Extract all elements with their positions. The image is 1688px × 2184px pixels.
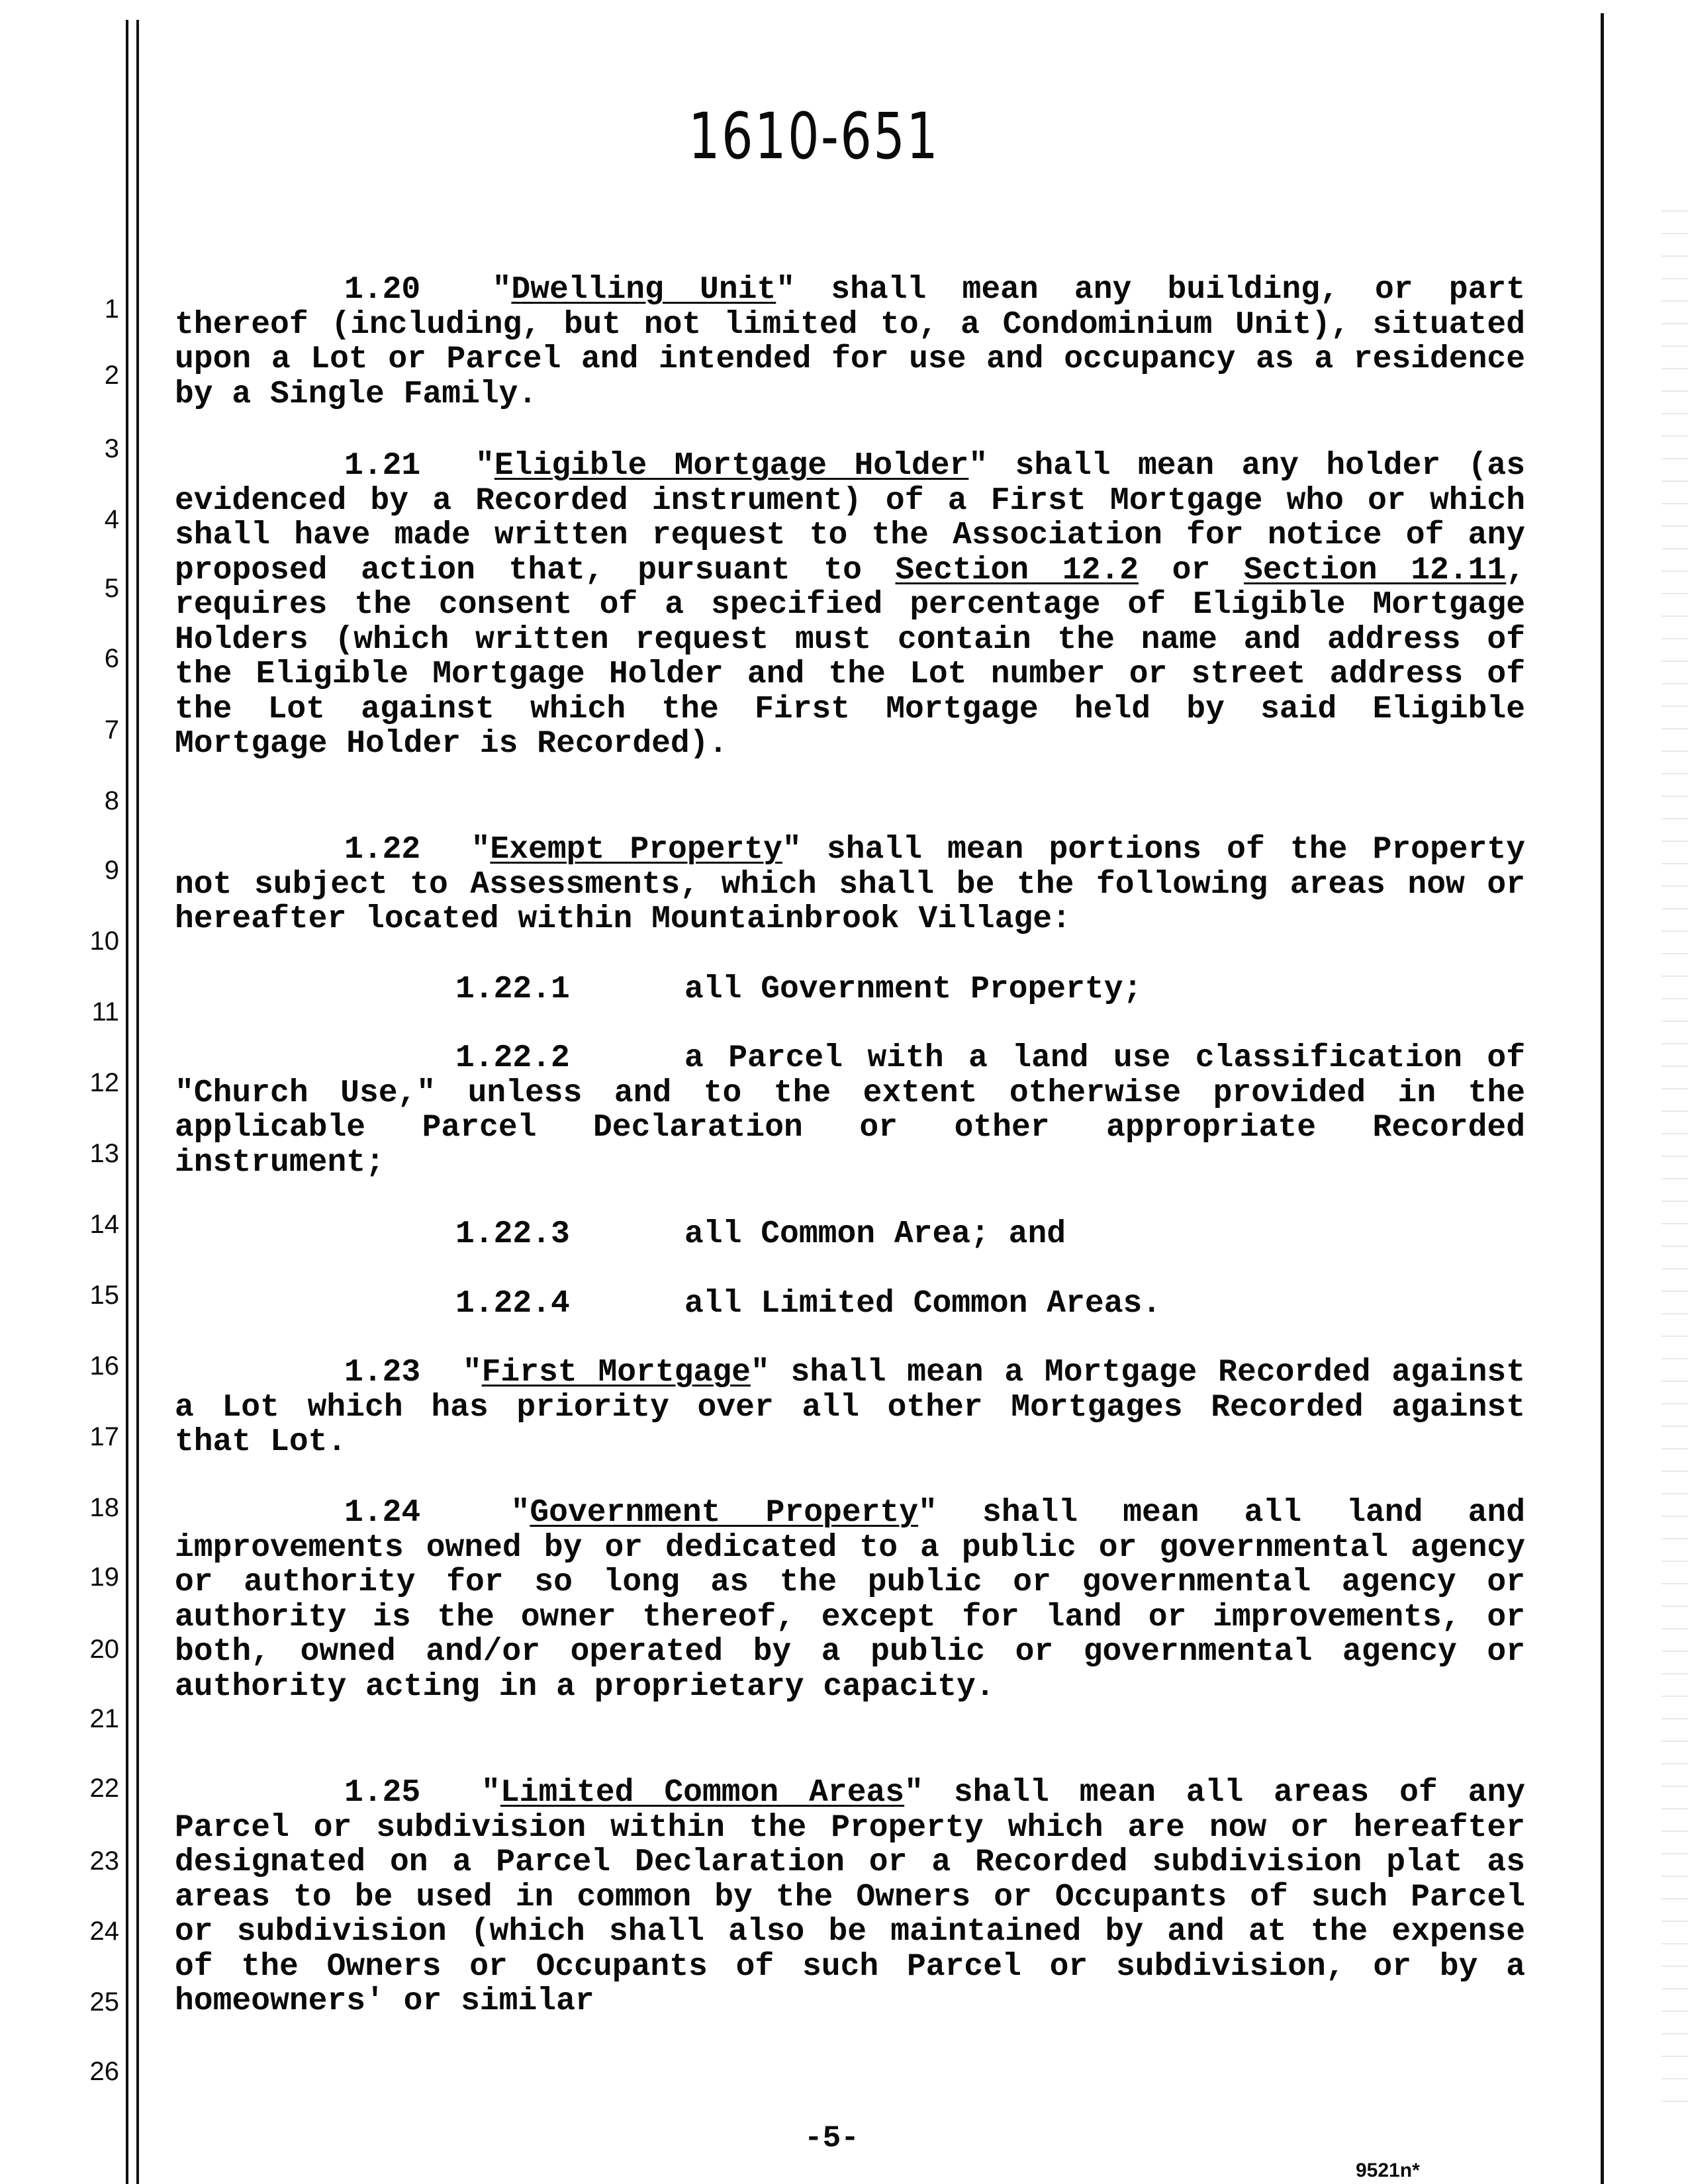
line-number: 4: [104, 505, 119, 534]
section-number: 1.22: [344, 832, 421, 868]
subsection-number: 1.22.4: [455, 1286, 570, 1322]
document-id: 9521n*: [1356, 2160, 1420, 2181]
defined-term: Eligible Mortgage Holder: [494, 448, 969, 484]
subsection-text: all Limited Common Areas.: [684, 1286, 1162, 1322]
line-number: 24: [89, 1917, 119, 1946]
line-number: 8: [104, 786, 119, 815]
line-number: 20: [89, 1635, 119, 1664]
page-number: -5-: [804, 2121, 859, 2156]
defined-term: Dwelling Unit: [511, 272, 776, 308]
section-number: 1.21: [344, 448, 421, 484]
line-number: 2: [104, 361, 119, 390]
defined-term: Exempt Property: [490, 832, 782, 868]
line-number: 14: [89, 1210, 119, 1239]
line-number: 6: [104, 644, 119, 673]
section-text: shall mean portions of the Property not subject to Assessments, which shall be the following areas now or hereafter located within Mountainbrook Village:: [175, 832, 1526, 937]
defined-term: First Mortgage: [481, 1355, 751, 1390]
subsection-text: all Government Property;: [684, 972, 1143, 1007]
line-number: 26: [89, 2057, 119, 2086]
line-number: 7: [104, 715, 119, 745]
line-number: 13: [89, 1139, 119, 1168]
book-page-number: 1610-651: [688, 99, 940, 173]
section-text: shall mean all areas of any Parcel or subdivision within the Property which are now or hereafter designated on a Parcel Declaration or a Recorded subdivision plat as areas to be used in common by the Owners or Occupants of such Parcel or subdivision (which shall also be maintained by and at the expense of the Owners or Occupants of such Parcel or subdivision, or by a homeowners' or similar: [175, 1775, 1526, 2019]
line-number: 15: [89, 1281, 119, 1310]
defined-term: Government Property: [530, 1495, 919, 1531]
line-number: 17: [89, 1422, 119, 1451]
line-number: 10: [89, 927, 119, 956]
section-text: shall mean all land and improvements owned by or dedicated to a public or governmental agency or authority for so long as the public or governmental agency or authority is the owner thereof, except for land or improvements, or both, owned and/or operated by a public or governmental agency or authority acting in a proprietary capacity.: [175, 1495, 1525, 1705]
subsection-1-22-1: [455, 972, 1142, 1007]
line-number: 18: [89, 1493, 119, 1522]
line-number: 1: [104, 295, 119, 324]
line-number: 23: [89, 1846, 119, 1876]
left-margin-rule: [126, 20, 128, 2184]
line-number: 9: [104, 856, 119, 885]
line-number: 25: [89, 1987, 119, 2017]
scan-edge-noise: [1662, 199, 1688, 2118]
line-number: 11: [91, 997, 119, 1026]
section-text: shall mean any building, or part thereof (including, but not limited to, a Condominium Unit), situated upon a Lot or Parcel and intended for use and occupancy as a residence by a Single Family.: [175, 272, 1525, 412]
section-1-23: 1.23 "First Mortgage" shall mean a Mortgage Recorded against a Lot which has priority over all other Mortgages Recorded against that Lot.: [175, 1355, 1526, 1460]
line-number: 5: [104, 574, 119, 603]
section-1-20: 1.20 "Dwelling Unit" shall mean any building, or part thereof (including, but not limited to, a Condominium Unit), situated upon a Lot or Parcel and intended for use and occupancy as a residence by a Single Family.: [175, 272, 1525, 412]
line-number: 22: [89, 1774, 119, 1803]
section-number: 1.24: [344, 1495, 421, 1531]
section-number: 1.20: [344, 272, 421, 308]
line-number: 21: [89, 1704, 119, 1733]
section-text: shall mean a Mortgage Recorded against a Lot which has priority over all other Mortgages Recorded against that Lot.: [175, 1355, 1526, 1460]
subsection-number: 1.22.3: [455, 1216, 570, 1252]
section-number: 1.23: [344, 1355, 421, 1390]
line-number: 16: [89, 1351, 119, 1381]
section-number: 1.25: [344, 1775, 421, 1811]
section-reference: Section 12.11: [1243, 552, 1507, 588]
line-number: 3: [104, 434, 119, 463]
subsection-1-22-3: [455, 1216, 1066, 1252]
subsection-1-22-4: [455, 1286, 1161, 1322]
line-number: 19: [89, 1563, 119, 1592]
section-reference: Section 12.2: [895, 552, 1139, 588]
subsection-1-22-2: [175, 1041, 1525, 1180]
subsection-text: a Parcel with a land use classification of "Church Use," unless and to the extent otherwise provided in the applicable Parcel Declaration or other appropriate Recorded instrument;: [175, 1040, 1525, 1181]
subsection-number: 1.22.2: [455, 1040, 570, 1076]
subsection-number: 1.22.1: [455, 972, 570, 1007]
section-1-25: 1.25 "Limited Common Areas" shall mean all areas of any Parcel or subdivision within the Property which are now or hereafter designated on a Parcel Declaration or a Recorded subdivision plat as areas to be used in common by the Owners or Occupants of such Parcel or subdivision (which shall also be maintained by and at the expense of the Owners or Occupants of such Parcel or subdivision, or by a homeowners' or similar: [175, 1775, 1526, 2019]
section-1-21: 1.21 "Eligible Mortgage Holder" shall mean any holder (as evidenced by a Recorded instrument) of a First Mortgage who or which shall have made written request to the Association for notice of any proposed action that, pursuant to Section 12.2 or Section 12.11, requires the consent of a specified percentage of Eligible Mortgage Holders (which written request must contain the name and address of the Eligible Mortgage Holder and the Lot number or street address of the Lot against which the First Mortgage held by said Eligible Mortgage Holder is Recorded).: [175, 448, 1526, 762]
right-margin-rule: [1601, 13, 1604, 2184]
line-number: 12: [89, 1068, 119, 1097]
section-1-24: 1.24 "Government Property" shall mean all land and improvements owned by or dedicated to a public or governmental agency or authority for so long as the public or governmental agency or authority is the owner thereof, except for land or improvements, or both, owned and/or operated by a public or governmental agency or authority acting in a proprietary capacity.: [175, 1495, 1525, 1705]
subsection-text: all Common Area; and: [684, 1216, 1066, 1252]
left-margin-rule-inner: [136, 20, 139, 2184]
defined-term: Limited Common Areas: [500, 1775, 905, 1811]
section-1-22: 1.22 "Exempt Property" shall mean portions of the Property not subject to Assessments, which shall be the following areas now or hereafter located within Mountainbrook Village:: [175, 832, 1526, 937]
